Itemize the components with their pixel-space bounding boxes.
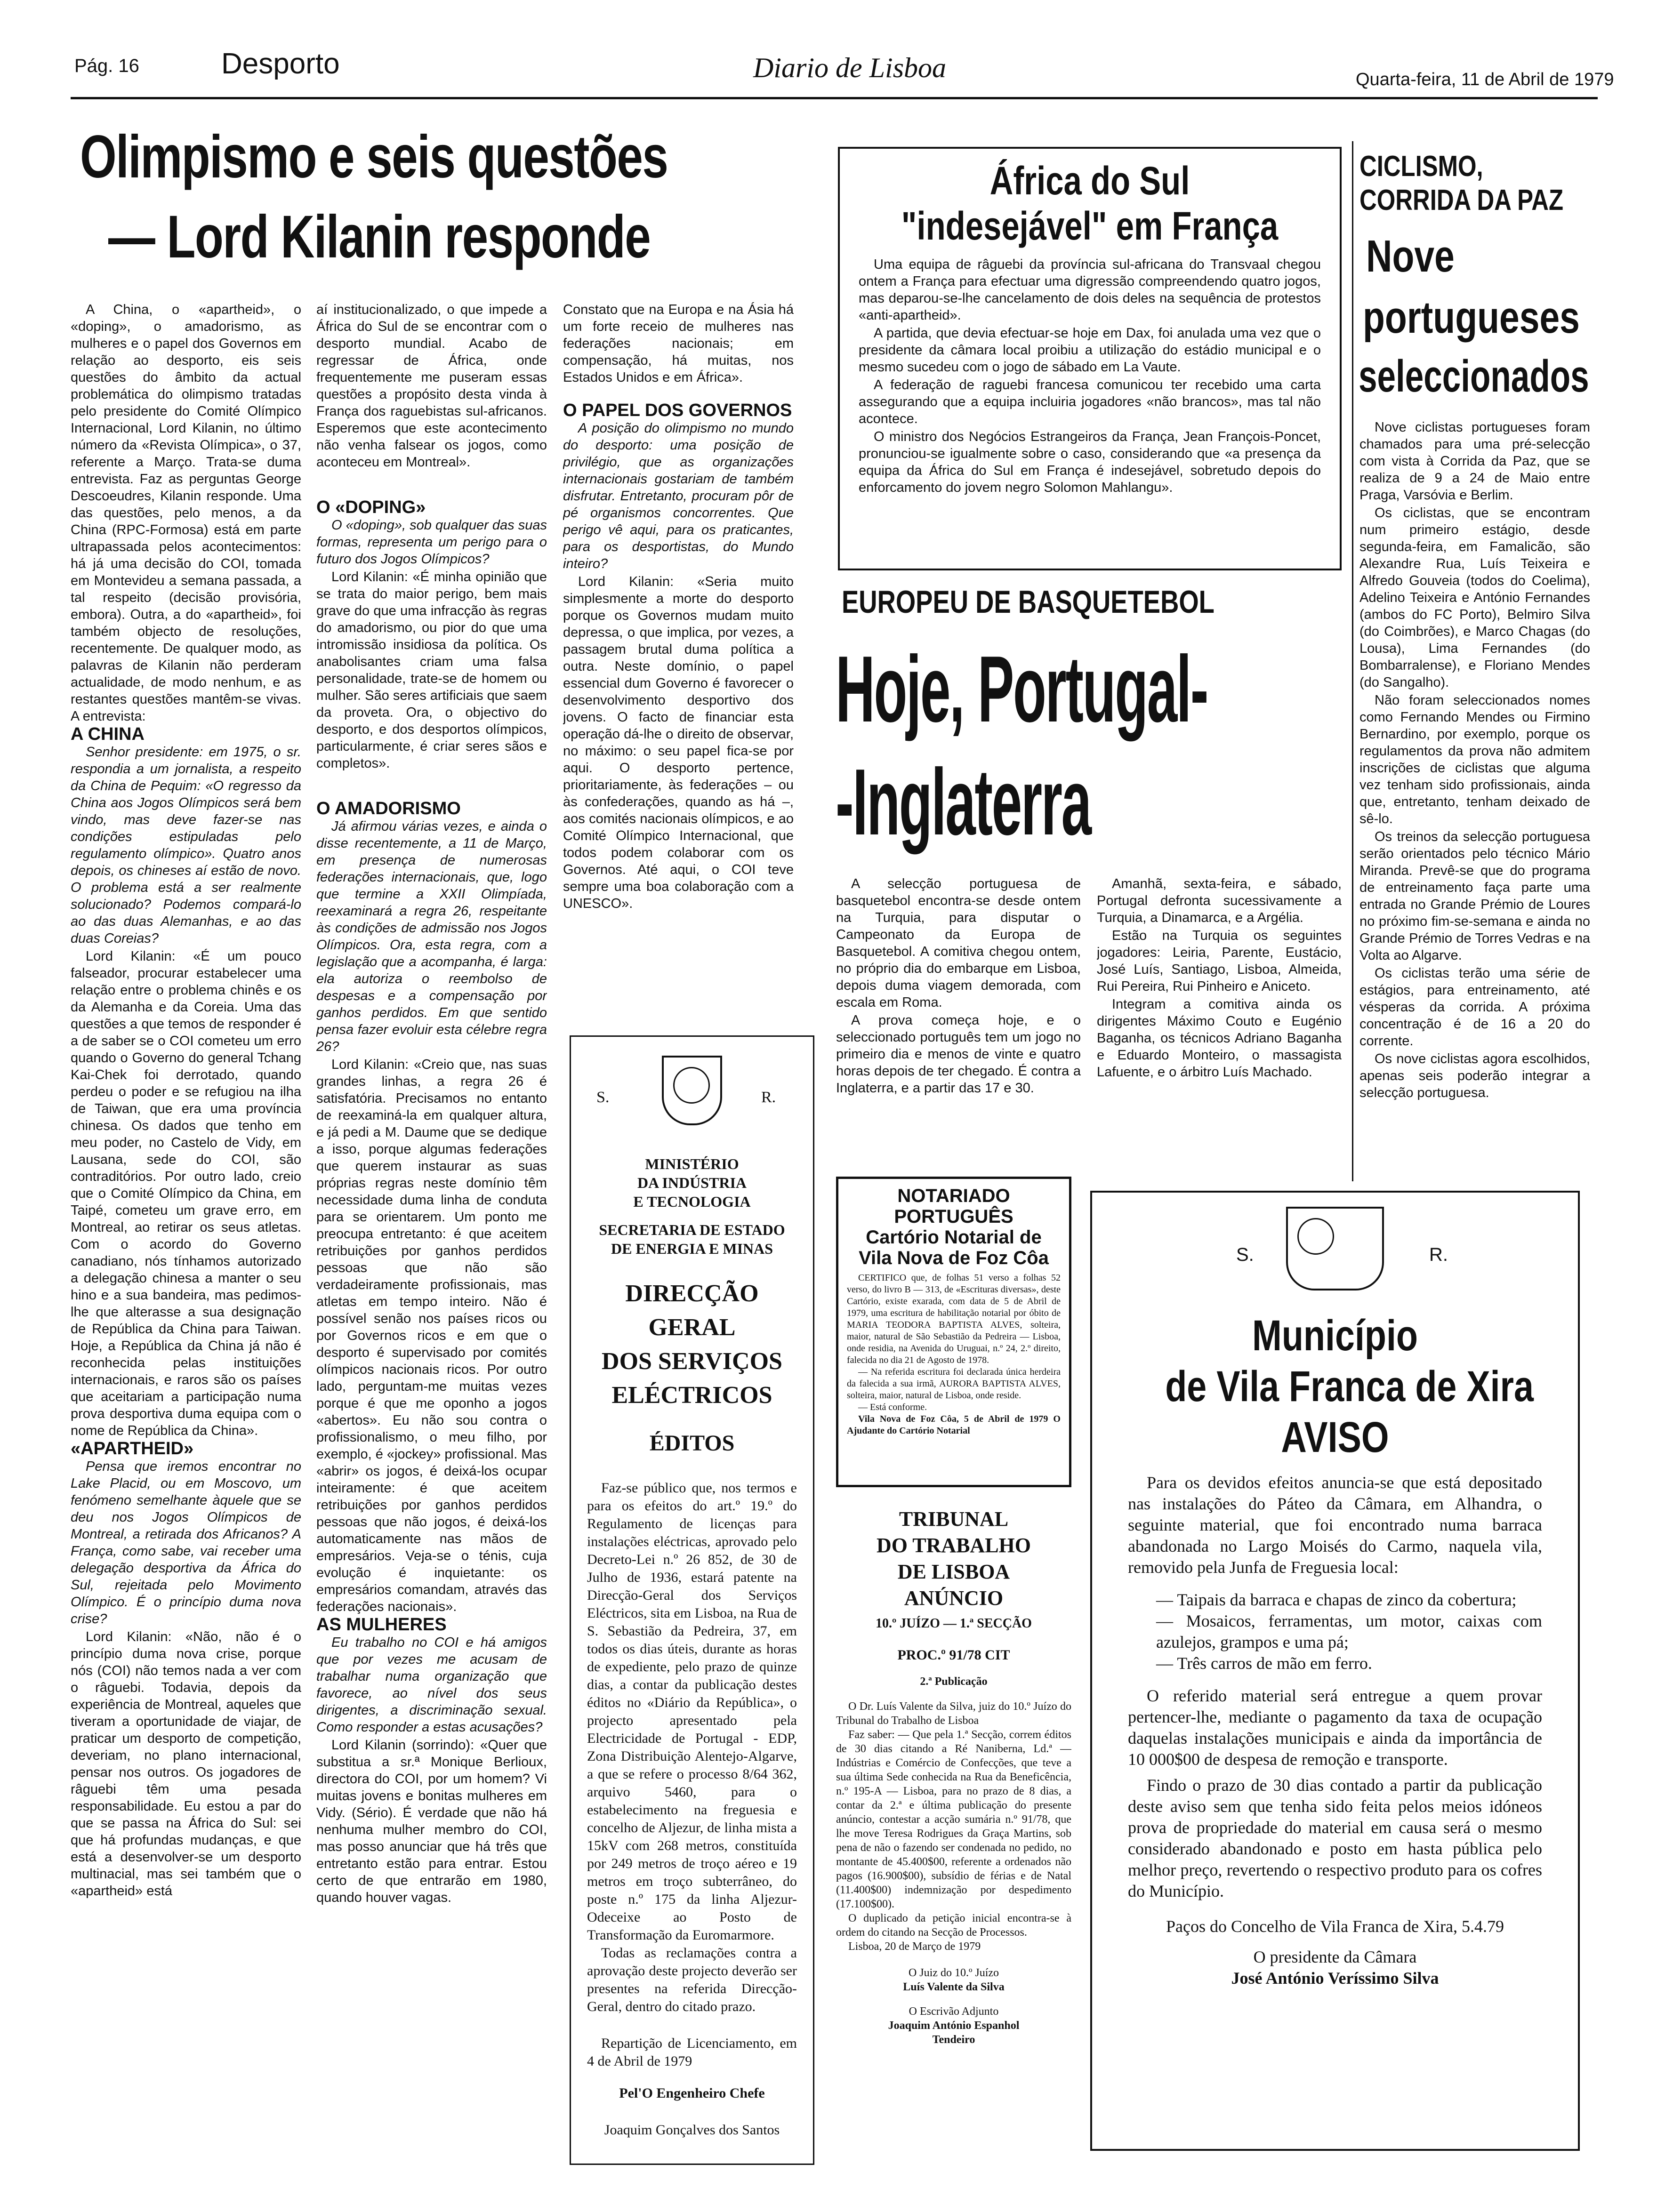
basket-headline-1: Hoje, Portugal- <box>836 637 1208 742</box>
municipio-title-3: AVISO <box>1281 1413 1389 1461</box>
tribunal-process: PROC.º 91/78 CIT <box>897 1647 1010 1663</box>
municipio-signature-title: O presidente da Câmara <box>1253 1948 1417 1966</box>
municipio-notice <box>1090 1191 1580 2151</box>
basket-kicker: EUROPEU DE BASQUETEBOL <box>842 584 1215 620</box>
africa-article-box <box>838 147 1342 570</box>
africa-headline-2: "indesejável" em França <box>901 204 1279 248</box>
subhead-mulheres: AS MULHERES <box>316 1615 447 1635</box>
ministerio-line-3: E TECNOLOGIA <box>633 1193 751 1210</box>
crest-label-right: R. <box>761 1089 776 1106</box>
tribunal-title-2: DO TRABALHO <box>876 1534 1031 1557</box>
africa-paragraph-3: A federação de raguebi francesa comunicou ter recebido uma carta assegurando que a equipa incluiria jogadores «não brancos», mas tal não acontece. <box>859 377 1321 426</box>
municipio-item-3: — Três carros de mão em ferro. <box>1156 1654 1372 1673</box>
direccao-line-4: ELÉCTRICOS <box>611 1382 772 1409</box>
municipio-signature-name: José António Veríssimo Silva <box>1231 1969 1439 1988</box>
municipio-item-2: — Mosaicos, ferramentas, um motor, caixas com azulejos, grampos e uma pá; <box>1156 1611 1542 1651</box>
cycling-body <box>1359 419 1590 1158</box>
olympism-intro: A China, o «apartheid», o «doping», o amadorismo, as mulheres e o papel dos Governos em relação ao desporto, eis seis questões do âmbito da actual problemática do olimpismo tratadas pelo presidente do Comité Olímpico Internacional, Lord Kilanin, no último número da «Revista Olímpica», o 37, referente a Março. Trata-se duma entrevista. Faz as perguntas George Descoeudres, Kilanin responde. Uma das questões, pelo menos, a da China (RPC-Formosa) está em parte ultrapassada pelos acontecimentos: há já uma decisão do COI, tomada em Montevideu a semana passada, a tal respeito (decisão provisória, embora). Outra, a do «apartheid», foi também objecto de resoluções, recentemente. De qualquer modo, as palavras de Kilanin não perderam actualidade, de modo nenhum, e as restantes questões mantêm-se vivas. A entrevista: <box>71 302 301 724</box>
africa-paragraph-4: O ministro dos Negócios Estrangeiros da França, Jean François-Poncet, pronunciou-se igualmente sobre o caso, considerando que «a presença da equipa da África do Sul em França é indesejável, sobretudo depois do enforcamento do jovem negro Solomon Mahlangu». <box>859 429 1321 495</box>
basket-paragraph-2: A prova começa hoje, e o seleccionado português tem um jogo no primeiro dia e menos de vinte e quatro horas depois de ter chegado. É contra a Inglaterra, e a partir das 17 e 30. <box>836 1013 1081 1096</box>
municipio-paragraph-3: Findo o prazo de 30 dias contado a partir da publicação deste aviso sem que tenha sido feita pelos meios idóneos prova de propriedade do material em causa será o mesmo considerado abandonado e posto em hasta pública pelo melhor preço, revertendo o respectivo produto para os cofres do Município. <box>1128 1776 1542 1900</box>
mulheres-answer-cont: Constato que na Europa e na Ásia há um forte receio de mulheres nas federações nacionais; em compensação, há muitas, nos Estados Unidos e em África». <box>563 302 794 385</box>
ministerio-notice <box>570 1035 814 2165</box>
page-number: Pág. 16 <box>74 56 139 76</box>
notariado-notice <box>836 1177 1071 1487</box>
tribunal-judge-name: Luís Valente da Silva <box>903 1981 1005 1993</box>
tribunal-notice <box>836 1506 1071 2160</box>
ministerio-signature-title: Pel'O Engenheiro Chefe <box>619 2085 765 2101</box>
ministerio-date: Repartição de Licenciamento, em 4 de Abril de 1979 <box>587 2036 797 2069</box>
china-question: Senhor presidente: em 1975, o sr. respondia a um jornalista, a respeito da China de Pequim: «O regresso da China aos Jogos Olímpicos será bem vindo, mas deve fazer-se nas condições estipuladas pelo regulamento olímpico». Quatro anos depois, os chineses aí estão de novo. O problema está a ser realmente solucionado? Podemos compará-lo ao das duas Alemanhas, e ao das duas Coreias? <box>71 745 301 946</box>
municipal-crest-icon <box>1286 1207 1384 1290</box>
municipio-date: Paços do Concelho de Vila Franca de Xira, 5.4.79 <box>1166 1917 1504 1936</box>
portuguese-crest-icon <box>662 1056 722 1125</box>
apartheid-answer: Lord Kilanin: «Não, não é o princípio duma nova crise, porque nós (COI) não temos nada a ver com o râguebi. Todavia, depois da experiência de Montreal, aqueles que tiveram a oportunidade de viajar, de praticar um desporto de competição, deveriam, no plano internacional, pensar nos outros. Os jogadores de râguebi têm uma pesada responsabilidade. Eu estou a par do que se passa na África do Sul: sei que há profundas mudanças, e que está a desenvolver-se um desporto multinacial, mas sei também que o «apartheid» está <box>71 1629 301 1899</box>
tribunal-date: Lisboa, 20 de Março de 1979 <box>848 1940 981 1953</box>
basket-paragraph-4: Estão na Turquia os seguintes jogadores: Leiria, Parente, Eustácio, José Luís, Santiago, Lisboa, Almeida, Rui Pereira, Rui Pinheiro e Aniceto. <box>1097 928 1342 994</box>
amadorismo-question: Já afirmou várias vezes, e ainda o disse recentemente, a 11 de Março, em presença de numerosas federações internacionais, que, logo que termine a XXII Olimpíada, reexaminará a regra 26, respeitante às condições de admissão nos Jogos Olímpicos. Ora, esta regra, com a legislação que a acompanha, é larga: ela autoriza o reembolso de despesas e a compensação por ganhos perdidos. Em que sentido pensa fazer evoluir esta célebre regra 26? <box>316 819 547 1054</box>
tribunal-title-4: ANÚNCIO <box>904 1587 1004 1610</box>
tribunal-paragraph-2: Faz saber: — Que pela 1.ª Secção, correm éditos de 30 dias citando a Ré Naniberna, Ld.ª — Indústrias e Comércio de Confecções, que teve a sua última Sede conhecida na Rua da Beneficência, n.º 195-A — Lisboa, para no prazo de 8 dias, a contar da 2.ª e última publicação do presente anúncio, contestar a acção sumária n.º 91/78, que lhe move Teresa Rodrigues da Graça Martins, sob pena de não o fazendo ser condenada no pedido, no montante de 45.400$00, referente a ordenados não pagos (16.900$00), subsídio de férias e de Natal (11.400$00) indemnização por despedimento (17.100$00). <box>836 1729 1071 1910</box>
cycling-headline-3: seleccionados <box>1359 351 1589 401</box>
notariado-signature: Vila Nova de Foz Côa, 5 de Abril de 1979 O Ajudante do Cartório Notarial <box>847 1414 1061 1436</box>
tribunal-title-1: TRIBUNAL <box>899 1507 1009 1531</box>
municipio-crest-label-left: S. <box>1236 1244 1254 1265</box>
cycling-paragraph-1: Nove ciclistas portugueses foram chamados para uma pré-selecção com vista à Corrida da Paz, que se realiza de 9 a 24 de Maio entre Praga, Varsóvia e Berlim. <box>1359 420 1590 503</box>
basket-paragraph-1: A selecção portuguesa de basquetebol encontra-se desde ontem na Turquia, para disputar o Campeonato da Europa de Basquetebol. A comitiva chegou ontem, no próprio dia do embarque em Lisboa, depois duma viagem demorada, com escala em Roma. <box>836 876 1081 1010</box>
doping-question: O «doping», sob qualquer das suas formas, representa um perigo para o futuro dos Jogos Olímpicos? <box>316 518 547 567</box>
subhead-apartheid: «APARTHEID» <box>71 1439 194 1459</box>
municipio-paragraph-2: O referido material será entregue a quem provar pertencer-lhe, mediante o pagamento da taxa de ocupação daquelas instalações municipais e ainda da importância de 10 000$00 de despesa de remoção e transporte. <box>1128 1686 1542 1769</box>
notariado-body-2: — Na referida escritura foi declarada única herdeira da falecida a sua irmã, AURORA BAPTISTA ALVES, solteira, maior, natural de Lisboa, onde reside. <box>847 1367 1061 1401</box>
olympism-headline-1: Olimpismo e seis questões <box>80 123 668 191</box>
governos-question: A posição do olimpismo no mundo do desporto: uma posição de privilégio, que as organizações internacionais gostariam de também disfrutar. Entretanto, procuram pôr de pé organismos concorrentes. Que perigo vê aqui, para os praticantes, para os desportistas, do Mundo inteiro? <box>563 421 794 571</box>
mulheres-question: Eu trabalho no COI e há amigos que por vezes me acusam de trabalhar numa organização que favorece, ao nível dos seus dirigentes, a discriminação sexual. Como responder a estas acusações? <box>316 1635 547 1735</box>
olympism-column-3 <box>563 301 794 993</box>
cycling-kicker-1: CICLISMO, <box>1359 150 1483 183</box>
section-name: Desporto <box>221 48 340 80</box>
olympism-headline-2: — Lord Kilanin responde <box>108 203 651 271</box>
notariado-title-4: Vila Nova de Foz Côa <box>859 1248 1049 1268</box>
basket-column-1 <box>836 875 1081 1158</box>
africa-paragraph-1: Uma equipa de râguebi da província sul-africana do Transvaal chegou ontem a França para efectuar uma digressão compreendendo quatro jogos, mas deparou-se-lhe cancelamento de dois deles na sequência de protestos «anti-apartheid». <box>859 257 1321 323</box>
china-answer: Lord Kilanin: «É um pouco falseador, procurar estabelecer uma relação entre o problema chinês e os da Alemanha e da Coreia. Uma das questões a que temos de responder é a de saber se o COI cometeu um erro quando o Governo do general Tchang Kai-Chek foi derrotado, quando perdeu o poder e se refugiou na ilha de Taiwan, que era uma província chinesa. Os dados que tenho em meu poder, no Castelo de Vidy, em Lausana, sede do COI, são contraditórios. Por outro lado, creio que o Comité Olímpico da China, em Taipé, cometeu um grave erro, em Montreal, ao retirar os seus atletas. Com o acordo do Governo canadiano, nós tínhamos autorizado a delegação chinesa a manter o seu hino e a sua bandeira, mas pedimos-lhe que alterasse a sua designação de República da China para Taiwan. Hoje, a República da China já não é reconhecida pelas instituições internacionais, e raros são os países que aceitariam a participação numa prova desportiva duma equipa com o nome de República da China». <box>71 949 301 1438</box>
tribunal-judge-title: O Juiz do 10.º Juízo <box>908 1967 999 1979</box>
notariado-body-3: — Está conforme. <box>858 1402 927 1412</box>
ministerio-line-4: SECRETARIA DE ESTADO <box>599 1221 785 1238</box>
municipio-title-2: de Vila Franca de Xira <box>1165 1362 1534 1411</box>
apartheid-question: Pensa que iremos encontrar no Lake Placid, ou em Moscovo, um fenómeno semelhante àquele que se deu nos Jogos Olímpicos de Montreal, a retirada dos Africanos? A França, como sabe, vai receber uma delegação desportiva da África do Sul, rejeitada pelo Movimento Olímpico. É o princípio duma nova crise? <box>71 1459 301 1627</box>
direccao-line-2: GERAL <box>648 1314 736 1341</box>
basket-column-2 <box>1097 875 1342 1158</box>
ministerio-signature-name: Joaquim Gonçalves dos Santos <box>604 2122 780 2138</box>
africa-paragraph-2: A partida, que devia efectuar-se hoje em Dax, foi anulada uma vez que o presidente da câmara local proibiu a utilização do estádio municipal e o mesmo sucedeu com o jogo de sábado em La Vaute. <box>859 326 1321 375</box>
subhead-doping: O «DOPING» <box>316 497 426 517</box>
cycling-paragraph-4: Os treinos da selecção portuguesa serão orientados pelo técnico Mário Miranda. Prevê-se que do programa de entreinamento faça parte uma entrada no Grande Prémio de Loures no próximo fim-se-semana e ainda no Grande Prémio de Torres Vedras e na Volta ao Algarve. <box>1359 829 1590 963</box>
municipio-paragraph-1: Para os devidos efeitos anuncia-se que está depositado nas instalações do Páteo da Câmara, em Alhandra, o seguinte material, que foi encontrado numa barraca abandonada no Largo Moisés do Carmo, naquela vila, removido pela Junfa de Freguesia local: <box>1128 1473 1542 1577</box>
tribunal-paragraph-1: O Dr. Luís Valente da Silva, juiz do 10.º Juízo do Tribunal do Trabalho de Lisboa <box>836 1700 1071 1727</box>
subhead-governos: O PAPEL DOS GOVERNOS <box>563 401 792 420</box>
cycling-paragraph-5: Os ciclistas terão uma série de estágios, para entreinamento, até vésperas da corrida. A próxima concentração é de 16 a 20 do corrente. <box>1359 966 1590 1049</box>
tribunal-clerk-rank: Tendeiro <box>932 2034 975 2046</box>
cycling-paragraph-6: Os nove ciclistas agora escolhidos, apenas seis poderão integrar a selecção portuguesa. <box>1359 1051 1590 1100</box>
tribunal-publication: 2.ª Publicação <box>920 1675 988 1688</box>
cycling-column-rule <box>1352 141 1353 1181</box>
direccao-line-3: DOS SERVIÇOS <box>602 1348 782 1375</box>
notariado-title-3: Cartório Notarial de <box>866 1227 1042 1248</box>
cycling-paragraph-3: Não foram seleccionados nomes como Fernando Mendes ou Firmino Bernardino, por exemplo, porque os regulamentos da prova não admitem inscrições de ciclistas que alguma vez tenham sido profissionais, ainda que, entretanto, tenham deixado de sê-lo. <box>1359 693 1590 826</box>
editos-title: ÉDITOS <box>649 1431 735 1456</box>
africa-headline-1: África do Sul <box>989 159 1190 203</box>
tribunal-juizo: 10.º JUÍZO — 1.ª SECÇÃO <box>876 1616 1032 1631</box>
notariado-title-2: PORTUGUÊS <box>894 1206 1014 1227</box>
direccao-line-1: DIRECÇÃO <box>625 1280 759 1307</box>
ministerio-line-2: DA INDÚSTRIA <box>637 1174 747 1191</box>
ministerio-body-2: Todas as reclamações contra a aprovação deste projecto deverão ser presentes na referida Direcção-Geral, dentro do citado prazo. <box>587 1945 797 2014</box>
masthead-rule <box>71 97 1598 99</box>
tribunal-paragraph-3: O duplicado da petição inicial encontra-se à ordem do citando na Secção de Processos. <box>836 1912 1071 1939</box>
doping-answer: Lord Kilanin: «É minha opinião que se trata do maior perigo, bem mais grave do que uma infracção às regras do amadorismo, ou pior do que uma intromissão insidiosa da política. Os anabolisantes criam uma falsa personalidade, trate-se de homem ou mulher. São seres artificiais que saem da proveta. Ora, o objectivo do desporto, e dos desportos olímpicos, particularmente, é criar seres sãos e completos». <box>316 569 547 771</box>
municipio-title-1: Município <box>1252 1312 1418 1360</box>
cycling-kicker-2: CORRIDA DA PAZ <box>1359 184 1564 216</box>
ministerio-line-5: DE ENERGIA E MINAS <box>611 1240 773 1257</box>
notariado-body-1: CERTIFICO que, de folhas 51 verso a folhas 52 verso, do livro B — 313, de «Escrituras diversas», deste Cartório, existe exarada, com data de 5 de Abril de 1979, uma escritura de habilitação notarial por óbito de MARIA TEODORA BAPTISTA ALVES, solteira, maior, natural de São Sebastião da Pedreira — Lisboa, onde residia, na Avenida do Uruguai, n.º 24, 2.º direito, falecida no dia 21 de Agosto de 1978. <box>847 1273 1061 1365</box>
newspaper-name: Diario de Lisboa <box>753 52 947 83</box>
tribunal-clerk-title: O Escrivão Adjunto <box>909 2005 999 2018</box>
crest-label-left: S. <box>596 1089 610 1106</box>
olympism-column-1 <box>71 301 301 2179</box>
basket-headline-2: -Inglaterra <box>836 750 1091 855</box>
apartheid-answer-cont: aí institucionalizado, o que impede a África do Sul de se encontrar com o desporto mundial. Acabo de regressar de África, onde frequentemente me puseram essas questões a propósito desta vinda à França dos raguebistas sul-africanos. Esperemos que este acontecimento não venha falsear os jogos, como aconteceu em Montreal». <box>316 302 547 470</box>
cycling-headline-1: Nove <box>1366 231 1455 281</box>
basket-paragraph-5: Integram a comitiva ainda os dirigentes Máximo Couto e Eugénio Baganha, os técnicos Adriano Baganha e Eduardo Monteiro, o massagista Lafuente, e o árbitro Luís Machado. <box>1097 997 1342 1080</box>
ministerio-line-1: MINISTÉRIO <box>645 1155 739 1172</box>
cycling-paragraph-2: Os ciclistas, que se encontram num primeiro estágio, desde segunda-feira, em Famalicão, são Alexandre Rua, Luís Teixeira e Alfredo Gouveia (todos do Coelima), Adelino Teixeira e António Fernandes (ambos do FC Porto), Belmiro Silva (do Coimbrões), e Marco Chagas (do Lousa), Lima Fernandes (do Bombarralense), e Floriano Mendes (do Sangalho). <box>1359 505 1590 690</box>
cycling-headline-2: portugueses <box>1363 292 1580 343</box>
amadorismo-answer: Lord Kilanin: «Creio que, nas suas grandes linhas, a regra 26 é satisfatória. Precisamos no entanto de reexaminá-la em qualquer altura, e já pedi a M. Daume que se dedique a isso, porque algumas federações que querem instaurar as suas próprias regras neste domínio têm necessidade duma linha de conduta para se orientarem. Um ponto me preocupa entretanto: é que aceitem retribuições por ganhos perdidos pessoas que não são verdadeiramente profissionais, mas atletas em tempo inteiro. Não é possível senão nos países ricos ou por Governos ricos e em que o desporto é supervisado por comités olímpicos nacionais ricos. Por outro lado, perguntam-me muitas vezes porque é que me oponho a jogos «abertos». Eu não sou contra o profissionalismo, o meu filho, por exemplo, é «jockey» profissional. Mas «abrir» os jogos, é deixá-los ocupar inteiramente: é que aceitem retribuições por ganhos perdidos pessoas que não jogos, é deixá-los automaticamente nas mãos de empresários. Veja-se o ténis, cuja evolução é inquietante: os empresários comandam, através das federações nacionais». <box>316 1057 547 1614</box>
subhead-amadorismo: O AMADORISMO <box>316 799 461 818</box>
basket-paragraph-3: Amanhã, sexta-feira, e sábado, Portugal defronta sucessivamente a Turquia, a Dinamarca, e a Argélia. <box>1097 876 1342 925</box>
mulheres-answer: Lord Kilanin (sorrindo): «Quer que substitua a sr.ª Monique Berlioux, directora do COI, por um homem? Vi muitas jovens e bonitas mulheres em Vidy. (Sério). É verdade que não há nenhuma mulher membro do COI, mas posso anunciar que há três que entretanto estão para entrar. Estou certo de que entrarão em 1980, quando houver vagas. <box>316 1738 547 1905</box>
issue-date: Quarta-feira, 11 de Abril de 1979 <box>1356 70 1614 89</box>
tribunal-clerk-name: Joaquim António Espanhol <box>888 2020 1020 2032</box>
tribunal-title-3: DE LISBOA <box>897 1560 1010 1583</box>
ministerio-body-1: Faz-se público que, nos termos e para os efeitos do art.º 19.º do Regulamento de licenças para instalações eléctricas, aprovado pelo Decreto-Lei n.º 26 852, de 30 de Julho de 1936, estará patente na Direcção-Geral dos Serviços Eléctricos, sita em Lisboa, na Rua de S. Sebastião da Pedreira, 37, em todos os dias úteis, durante as horas de expediente, pelo prazo de quinze dias, a contar da publicação destes éditos no «Diário da República», o projecto apresentado pela Electricidade de Portugal - EDP, Zona Distribuição Alentejo-Algarve, a que se refere o processo 8/64 362, arquivo 5460, para o estabelecimento na freguesia e concelho de Aljezur, de linha mista a 15kV com 268 metros, constituída por 249 metros de troço aéreo e 19 metros em troço subterrâneo, do poste n.º 175 da linha Aljezur-Odeceixe ao Posto de Transformação da Euromarmore. <box>587 1480 797 1943</box>
municipio-crest-label-right: R. <box>1429 1244 1448 1265</box>
subhead-china: A CHINA <box>71 724 145 744</box>
notariado-title-1: NOTARIADO <box>897 1186 1010 1206</box>
municipio-item-1: — Taipais da barraca e chapas de zinco da cobertura; <box>1156 1590 1517 1609</box>
olympism-column-2 <box>316 301 547 2179</box>
governos-answer: Lord Kilanin: «Seria muito simplesmente a morte do desporto porque os Governos mudam muito depressa, o que implica, por vezes, a passagem brutal duma política a outra. Neste domínio, o papel essencial dum Governo é favorecer o desenvolvimento desportivo dos jovens. O facto de financiar esta operação dá-lhe o direito de observar, no máximo: o seu papel fica-se por aqui. O desporto pertence, prioritariamente, às federações – ou às confederações, quando as há –, aos comités nacionais olímpicos, e ao Comité Olímpico Internacional, que todos podem colaborar com os Governos. Até aqui, o COI teve sempre uma boa colaboração com a UNESCO». <box>563 574 794 911</box>
